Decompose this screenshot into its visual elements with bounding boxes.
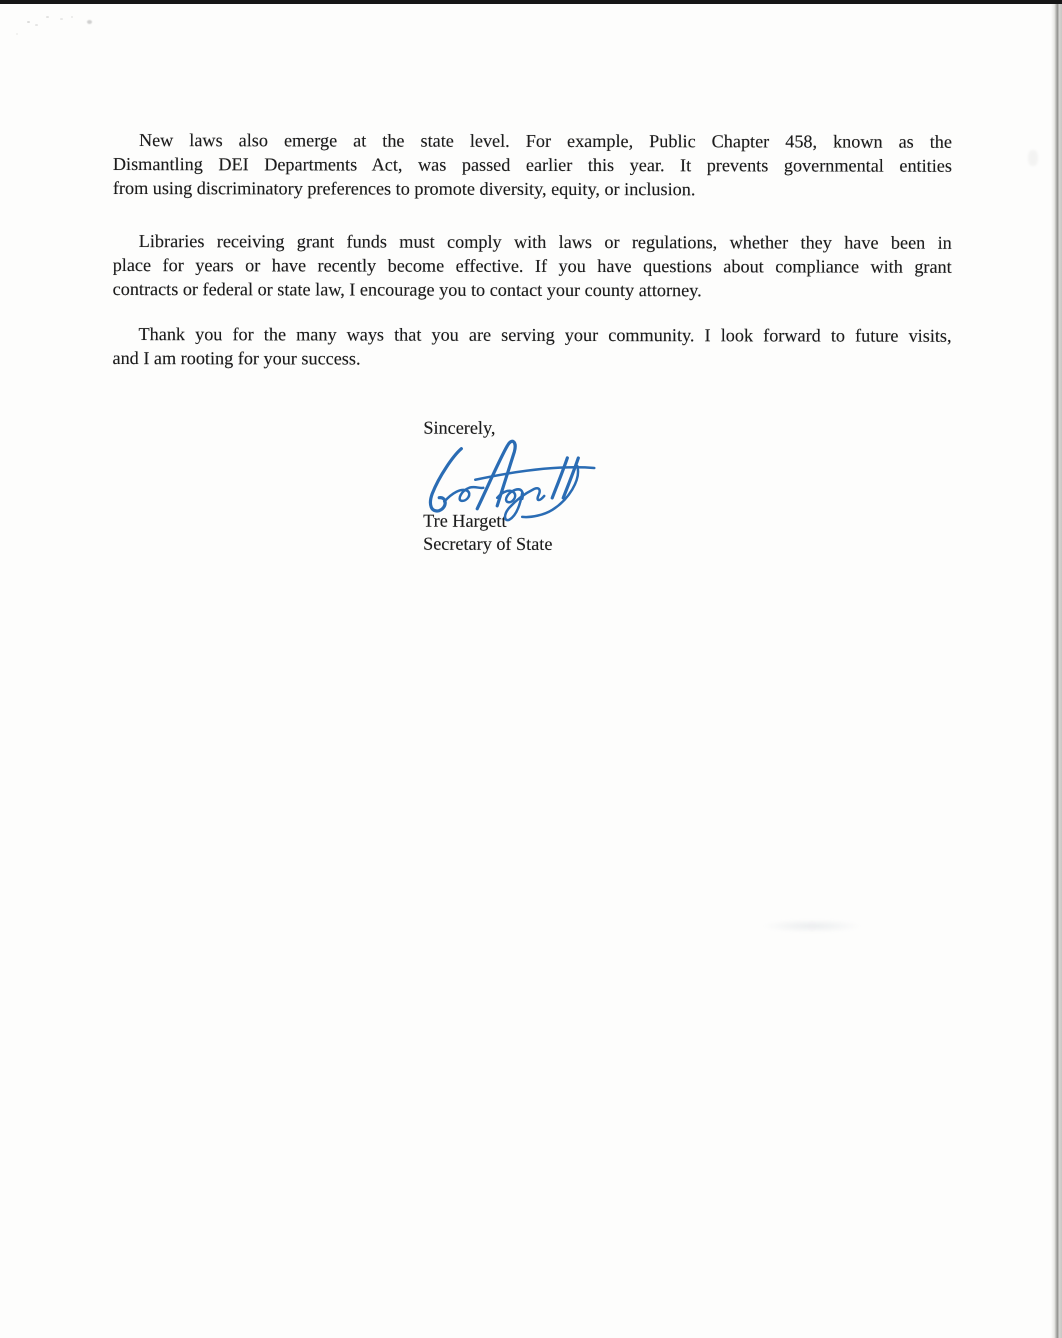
scan-edge-right: [1051, 0, 1062, 1338]
text-line: and I am rooting for your success.: [112, 348, 361, 369]
scan-smudge: [762, 919, 862, 933]
scan-speck: [71, 16, 73, 18]
handwritten-signature: [417, 437, 597, 532]
text-line: Dismantling DEI Departments Act, was passed earlier this year. It prevents governmental entities: [112, 154, 952, 176]
scan-speck: [60, 18, 63, 20]
scan-speck: [35, 24, 38, 26]
paragraph-grant-compliance: [113, 229, 952, 303]
signer-name: Tre Hargett: [423, 510, 507, 531]
scan-speck: [1028, 150, 1038, 166]
scan-speck: [87, 20, 92, 24]
closing-salutation: Sincerely,: [423, 417, 496, 438]
text-line: Thank you for the many ways that you are serving your community. I look forward to future visits,: [138, 324, 952, 346]
text-line: place for years or have recently become effective. If you have questions about compliance with grant: [112, 254, 952, 277]
letter-content: [112, 128, 952, 558]
scan-speck: [46, 16, 49, 18]
text-line: contracts or federal or state law, I encourage you to contact your county attorney.: [112, 279, 702, 301]
text-line: from using discriminatory preferences to promote diversity, equity, or inclusion.: [112, 178, 696, 200]
paragraph-thanks: [112, 322, 951, 372]
text-line: Libraries receiving grant funds must comply with laws or regulations, whether they have been in: [138, 230, 952, 253]
text-line: New laws also emerge at the state level. For example, Public Chapter 458, known as the: [138, 130, 952, 152]
scan-edge-top: [0, 0, 1062, 4]
paragraph-state-laws: [113, 128, 952, 202]
closing-block: [423, 415, 951, 557]
scan-speck: [16, 33, 18, 35]
scan-speck: [27, 21, 30, 23]
signer-title: Secretary of State: [423, 533, 553, 555]
